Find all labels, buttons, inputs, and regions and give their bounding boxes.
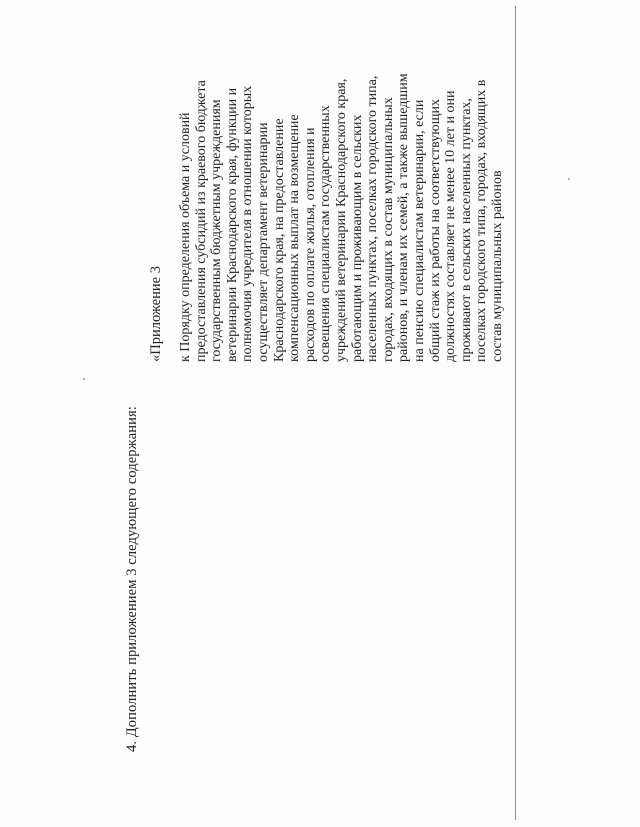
appendix-line: на пенсию специалистам ветеринарии, если xyxy=(411,99,427,362)
scan-speck xyxy=(568,178,570,180)
appendix-line: работающим и проживающим в сельских xyxy=(349,114,365,362)
appendix-line: освещения специалистам государственных xyxy=(318,105,334,362)
appendix-line: предоставления субсидий из краевого бюджета xyxy=(193,80,209,362)
appendix-line: поселках городского типа, городах, входящих в xyxy=(474,79,490,362)
scan-speck xyxy=(83,378,85,380)
appendix-line: городах, входящих в состав муниципальных xyxy=(380,97,396,362)
appendix-line: проживают в сельских населенных пунктах, xyxy=(458,98,474,362)
appendix-line: расходов по оплате жилья, отопления и xyxy=(302,127,318,362)
appendix-line: государственным бюджетным учреждениям xyxy=(209,99,225,362)
page-edge-line xyxy=(515,6,516,820)
appendix-line: общий стаж их работы на соответствующих xyxy=(427,98,443,362)
appendix-line: должностях составляет не менее 10 лет и они xyxy=(443,90,459,362)
appendix-line: компенсационных выплат на возмещение xyxy=(287,114,303,362)
appendix-line: к Порядку определения объема и условий xyxy=(178,112,193,362)
appendix-line: районов, и членам их семей, а также вышедшим xyxy=(396,73,412,362)
appendix-line: ветеринарии Краснодарского края, функции и xyxy=(224,87,240,362)
appendix-line: осуществляет департамент ветеринарии xyxy=(255,122,271,362)
appendix-line: населенных пунктах, поселках городского типа, xyxy=(365,75,381,362)
appendix-title: «Приложение 3 xyxy=(148,266,164,362)
appendix-line: состав муниципальных районов xyxy=(489,170,505,362)
appendix-line: полномочия учредителя в отношении которых xyxy=(240,85,256,362)
appendix-line: Краснодарского края, на предоставление xyxy=(271,118,287,362)
amendment-item-text: 4. Дополнить приложением 3 следующего содержания: xyxy=(124,406,140,752)
appendix-line: учреждений ветеринарии Краснодарского края, xyxy=(333,78,349,362)
appendix-subtitle-block xyxy=(178,73,505,362)
